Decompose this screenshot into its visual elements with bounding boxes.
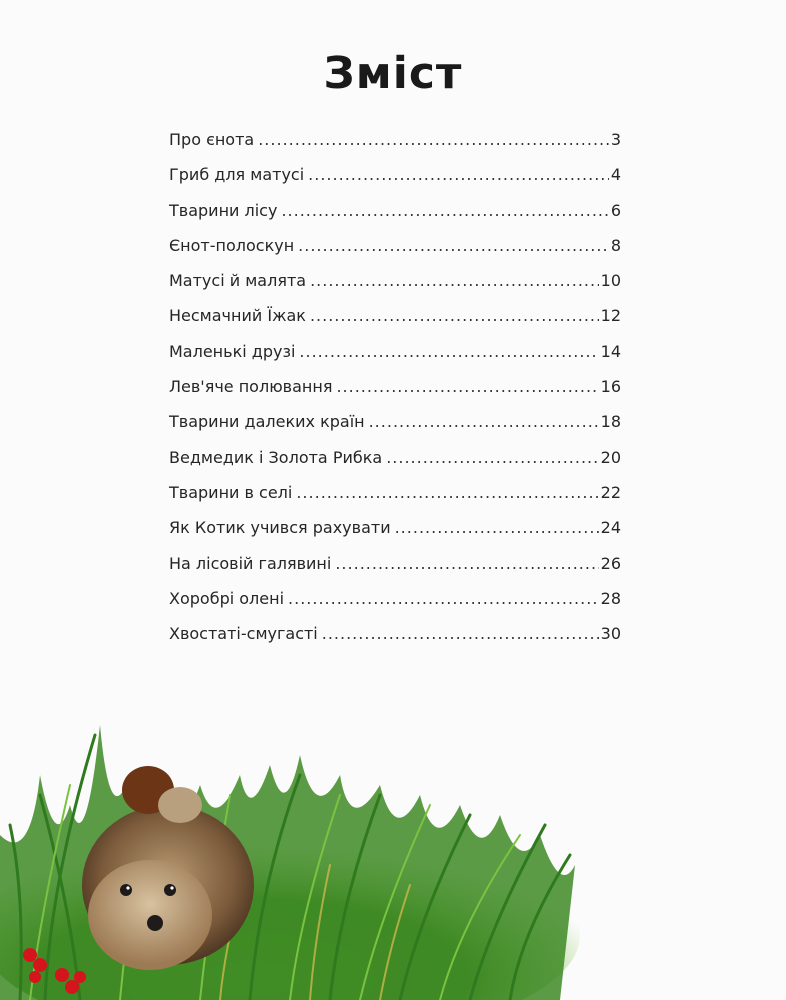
toc-entry-page: 10 [600,271,621,291]
toc-entry-page: 14 [600,341,621,361]
toc-entry[interactable] [169,440,621,475]
toc-entry-title: Хоробрі олені [169,588,285,608]
leader-dots [296,475,598,510]
toc-entry-title: Хвостаті-смугасті [169,624,318,644]
toc-entry-title: Як Котик учився рахувати [169,518,391,538]
toc-entry-title: Єнот-полоскун [169,235,295,255]
toc-entry[interactable] [169,122,621,157]
leader-dots [310,263,599,298]
toc-entry-page: 20 [600,447,621,467]
toc-entry[interactable] [169,616,621,651]
toc-entry-title: Тварини лісу [169,200,278,220]
toc-entry-page: 28 [600,588,621,608]
table-of-contents [169,122,621,651]
toc-entry[interactable] [169,334,621,369]
toc-entry-page: 3 [610,130,621,149]
leader-dots [310,298,599,333]
toc-entry-page: 4 [610,165,621,185]
toc-entry-title: Матусі й малята [169,271,307,291]
toc-entry[interactable] [169,193,621,228]
toc-entry[interactable] [169,369,621,404]
leader-dots [288,581,599,616]
toc-entry[interactable] [169,581,621,616]
toc-entry[interactable] [169,475,621,510]
toc-entry-page: 6 [610,200,621,220]
toc-entry-page: 30 [600,624,621,644]
page-title: Зміст [323,48,463,99]
toc-entry-title: Лев'яче полювання [169,377,333,397]
hedgehog-illustration [0,715,600,1000]
leader-dots [281,193,608,228]
toc-entry-page: 18 [600,412,621,432]
toc-entry-title: Ведмедик і Золота Рибка [169,447,383,467]
leader-dots [395,510,599,545]
leader-dots [369,404,599,439]
toc-entry[interactable] [169,404,621,439]
toc-entry-title: Тварини далеких країн [169,412,365,432]
toc-entry[interactable] [169,510,621,545]
toc-entry-title: Маленькі друзі [169,341,296,361]
leader-dots [298,228,609,263]
toc-entry-page: 8 [610,235,621,255]
toc-entry-page: 26 [600,553,621,573]
toc-entry[interactable] [169,228,621,263]
toc-entry[interactable] [169,263,621,298]
toc-entry-title: Про єнота [169,130,255,149]
leader-dots [299,334,598,369]
toc-entry-title: Тварини в селі [169,482,293,502]
leader-dots [336,369,598,404]
toc-entry-title: На лісовій галявині [169,553,332,573]
leader-dots [386,440,598,475]
leader-dots [308,157,609,192]
toc-entry-page: 24 [600,518,621,538]
toc-entry[interactable] [169,298,621,333]
toc-entry-page: 22 [600,482,621,502]
leader-dots [322,616,599,651]
toc-entry[interactable] [169,546,621,581]
toc-entry[interactable] [169,157,621,192]
leader-dots [335,546,598,581]
toc-entry-page: 12 [600,306,621,326]
toc-entry-title: Несмачний Їжак [169,306,306,326]
toc-entry-page: 16 [600,377,621,397]
leader-dots [258,122,609,157]
toc-entry-title: Гриб для матусі [169,165,305,185]
